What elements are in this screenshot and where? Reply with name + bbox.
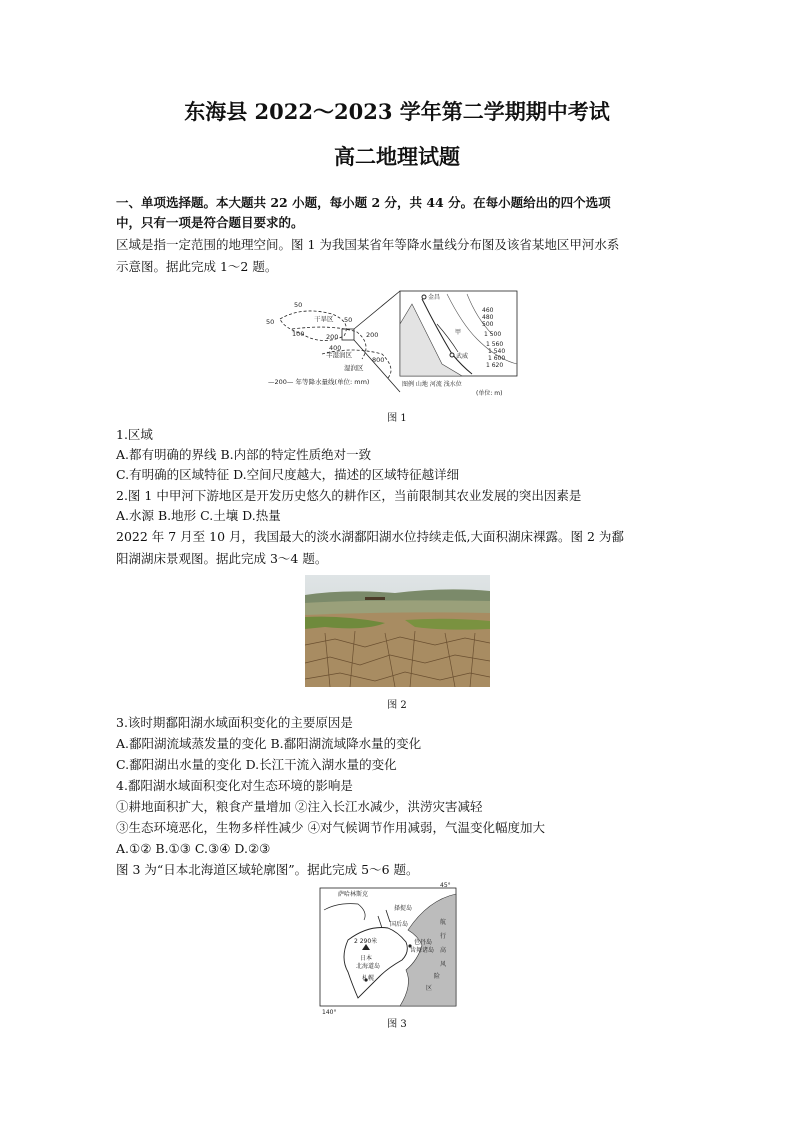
figure-3-caption: 图 3 — [387, 1019, 407, 1030]
label-elevation: 2 290米 — [354, 938, 378, 945]
q1-options-cd: C.有明确的区域特征 D.空间尺度越大，描述的区域特征越详细 — [116, 467, 460, 482]
q1-options-ab: A.都有明确的界线 B.内部的特定性质绝对一致 — [116, 447, 372, 462]
iso-label: 200 — [326, 333, 339, 341]
q4-choice-line1: ①耕地面积扩大，粮食产量增加 ②注入长江水减少，洪涝灾害减轻 — [116, 799, 483, 814]
iso-label: 50 — [294, 301, 303, 309]
label-habomai: 齿舞诸岛 — [410, 947, 435, 954]
iso-label: 400 — [329, 344, 342, 352]
section-heading-line1: 一、单项选择题。本大题共 22 小题，每小题 2 分，共 44 分。在每小题给出的四个选项 — [116, 195, 611, 210]
longitude-label: 140° — [322, 1009, 337, 1016]
q4-stem: 4.鄱阳湖水域面积变化对生态环境的影响是 — [116, 778, 353, 793]
contour-label: 1 500 — [484, 331, 502, 338]
contour-label: 500 — [482, 321, 494, 328]
region-label-semihumid: 半湿润区 — [326, 351, 352, 359]
label-risk-6: 区 — [426, 985, 433, 992]
figure-2-lakebed-photo — [305, 575, 490, 687]
intro2-line2: 阳湖湖床景观图。据此完成 3～4 题。 — [116, 551, 328, 566]
label-japan: 日本 — [360, 955, 373, 962]
iso-label: 50 — [344, 316, 353, 324]
q4-options: A.①② B.①③ C.③④ D.②③ — [116, 841, 271, 856]
iso-label: 50 — [266, 318, 275, 326]
label-sakhalinsk: 萨哈林斯克 — [338, 891, 369, 898]
river-label: 甲 — [455, 329, 462, 336]
label-kunashiri: 国后岛 — [390, 921, 409, 928]
q2-options: A.水源 B.地形 C.土壤 D.热量 — [116, 508, 281, 523]
label-etorofu: 择捉岛 — [394, 905, 413, 912]
iso-label: 200 — [366, 331, 379, 339]
label-sapporo: 札幌 — [362, 975, 375, 982]
fig1-right-legend: 图例 山地 河流 浅水位 — [402, 381, 462, 388]
exam-subtitle: 高二地理试题 — [334, 144, 460, 169]
q4-choice-line2: ③生态环境恶化，生物多样性减少 ④对气候调节作用减弱，气温变化幅度加大 — [116, 820, 545, 835]
intro2-line1: 2022 年 7 月至 10 月，我国最大的淡水湖鄱阳湖水位持续走低,大面积湖床裸露。图 2 为鄱 — [116, 529, 624, 544]
q3-stem: 3.该时期鄱阳湖水域面积变化的主要原因是 — [116, 715, 353, 730]
contour-label: 480 — [482, 314, 494, 321]
contour-label: 1 620 — [486, 362, 504, 369]
figure-2-caption: 图 2 — [387, 700, 407, 711]
iso-label: 100 — [292, 330, 305, 338]
intro3-line1: 图 3 为“日本北海道区域轮廓图”。据此完成 5～6 题。 — [116, 862, 419, 877]
exam-title: 东海县 2022～2023 学年第二学期期中考试 — [184, 99, 610, 124]
label-risk-1: 航 — [440, 919, 447, 926]
fig1-right-unit: (单位: m) — [476, 390, 503, 397]
city-label: 金昌 — [428, 294, 441, 301]
latitude-label: 45° — [440, 882, 451, 889]
figure-1-caption: 图 1 — [387, 413, 407, 424]
q1-stem: 1.区域 — [116, 427, 153, 442]
contour-label: 1 600 — [488, 355, 506, 362]
q2-stem: 2.图 1 中甲河下游地区是开发历史悠久的耕作区，当前限制其农业发展的突出因素是 — [116, 488, 582, 503]
region-label-arid: 干旱区 — [314, 315, 334, 323]
city-label: 武威 — [456, 353, 469, 360]
q3-options-cd: C.鄱阳湖出水量的变化 D.长江干流入湖水量的变化 — [116, 757, 397, 772]
figure-1-maps — [262, 284, 537, 406]
fig1-left-legend: —200— 年等降水量线(单位: mm) — [268, 378, 370, 386]
label-shikotan: 色丹岛 — [414, 939, 433, 946]
iso-label: 800 — [372, 356, 385, 364]
intro1-line2: 示意图。据此完成 1～2 题。 — [116, 259, 278, 274]
contour-label: 1 540 — [488, 348, 506, 355]
region-label-humid: 湿润区 — [344, 364, 364, 372]
contour-label: 460 — [482, 307, 494, 314]
label-risk-4: 风 — [440, 961, 447, 968]
figure-3-hokkaido-map — [318, 880, 474, 1018]
label-risk-2: 行 — [440, 933, 447, 940]
label-risk-5: 险 — [434, 973, 441, 980]
section-heading-line2: 中，只有一项是符合题目要求的。 — [116, 215, 304, 230]
intro1-line1: 区域是指一定范围的地理空间。图 1 为我国某省年等降水量线分布图及该省某地区甲河水系 — [116, 237, 620, 252]
label-risk-3: 高 — [440, 947, 447, 954]
label-hokkaido: 北海道岛 — [356, 963, 381, 970]
q3-options-ab: A.鄱阳湖流域蒸发量的变化 B.鄱阳湖流域降水量的变化 — [116, 736, 422, 751]
contour-label: 1 560 — [486, 341, 504, 348]
